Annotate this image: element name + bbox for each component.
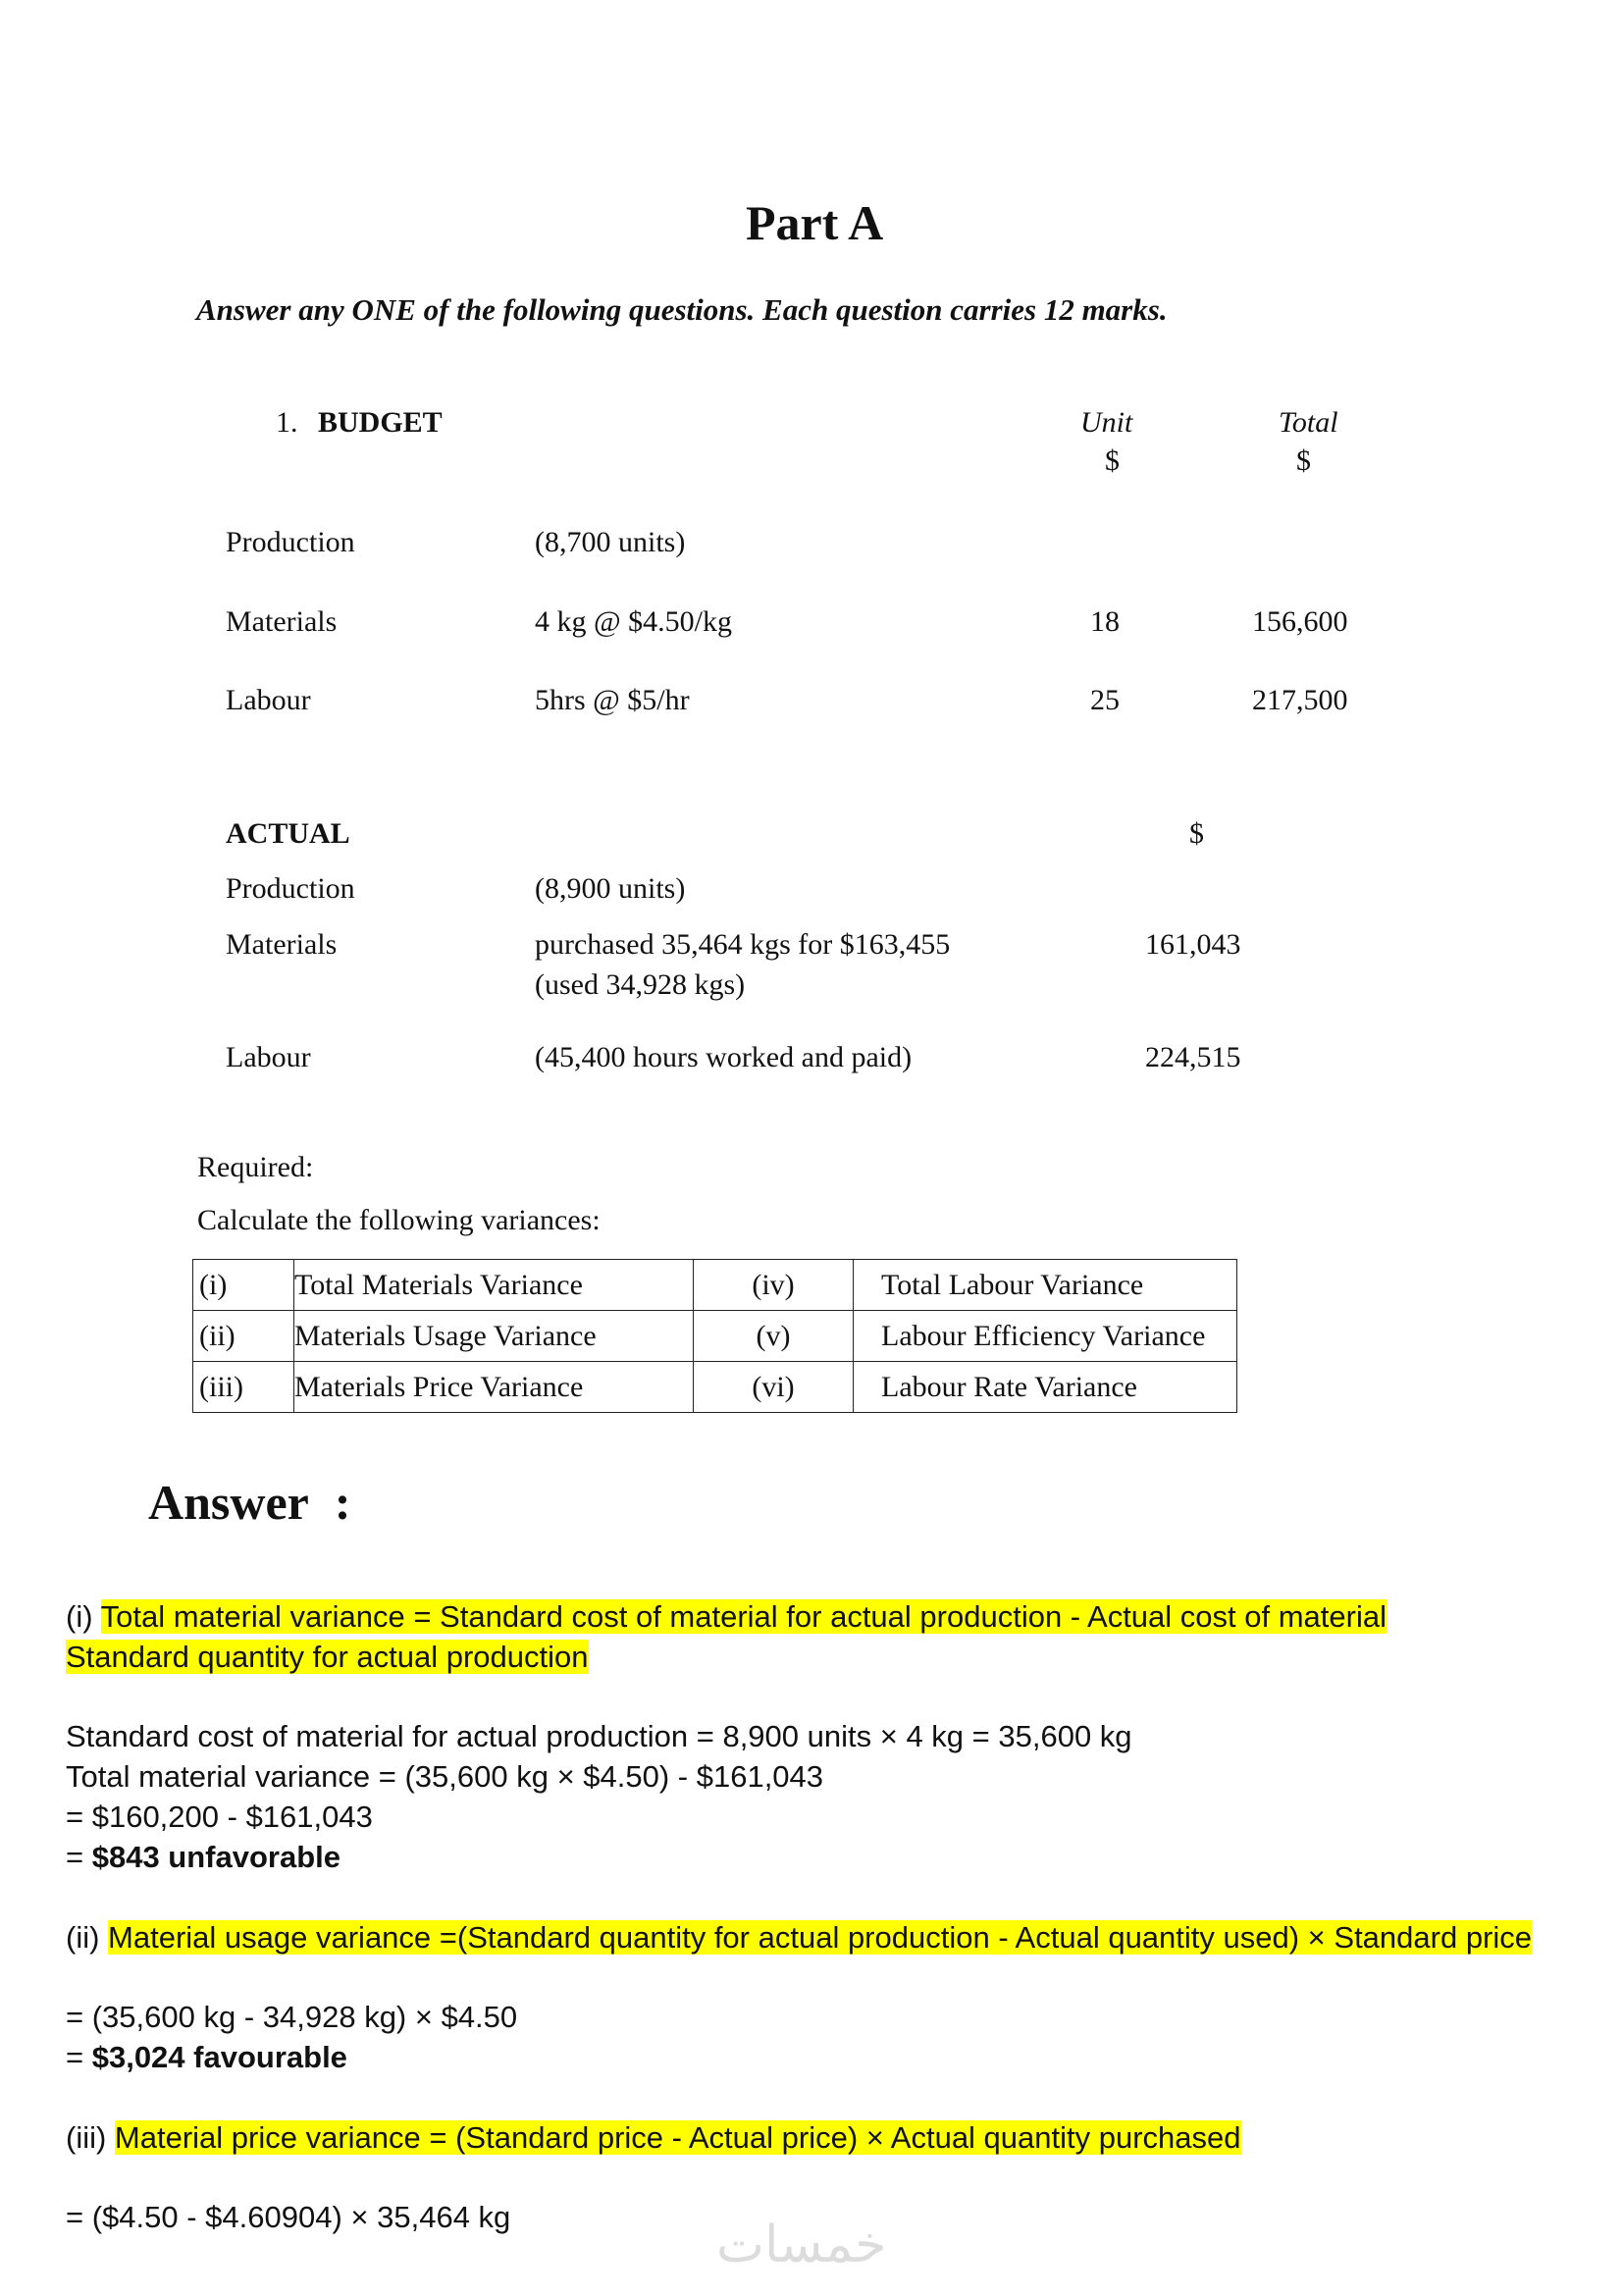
- part-iii-prefix: (iii): [66, 2120, 115, 2155]
- actual-materials-detail-1: purchased 35,464 kgs for $163,455: [535, 928, 951, 961]
- actual-currency: $: [1189, 817, 1204, 850]
- variance-number: (iii): [193, 1362, 294, 1413]
- part-i-formula-line1: [66, 1599, 1387, 1635]
- page-title: Part A: [746, 195, 884, 250]
- budget-labour-label: Labour: [226, 684, 311, 716]
- part-ii-formula: [66, 1920, 1532, 1956]
- variance-number: (iv): [694, 1260, 854, 1311]
- required-label: Required:: [197, 1151, 314, 1183]
- variance-number: (vi): [694, 1362, 854, 1413]
- unit-header: Unit: [1080, 406, 1133, 439]
- budget-production-detail: (8,700 units): [535, 526, 686, 558]
- unit-currency: $: [1105, 444, 1120, 477]
- budget-labour-detail: 5hrs @ $5/hr: [535, 684, 690, 716]
- actual-labour-label: Labour: [226, 1041, 311, 1073]
- budget-labour-unit: 25: [1090, 684, 1120, 716]
- part-i-line3: = $160,200 - $161,043: [66, 1800, 373, 1834]
- variance-label: Materials Usage Variance: [294, 1311, 694, 1362]
- question-number: 1.: [276, 406, 298, 439]
- answer-colon: :: [334, 1475, 351, 1530]
- table-row: [193, 1362, 1237, 1413]
- budget-materials-unit: 18: [1090, 605, 1120, 638]
- part-i-result-prefix: =: [66, 1840, 92, 1874]
- actual-materials-detail-2: (used 34,928 kgs): [535, 968, 746, 1001]
- budget-production-label: Production: [226, 526, 355, 558]
- budget-materials-label: Materials: [226, 605, 338, 638]
- instructions: Answer any ONE of the following questions. Each question carries 12 marks.: [196, 292, 1168, 327]
- variance-number: (ii): [193, 1311, 294, 1362]
- table-row: [193, 1311, 1237, 1362]
- part-iii-line1: = ($4.50 - $4.60904) × 35,464 kg: [66, 2200, 511, 2234]
- part-ii-result-prefix: =: [66, 2040, 92, 2074]
- answer-heading-text: Answer: [148, 1475, 309, 1530]
- calculate-label: Calculate the following variances:: [197, 1204, 601, 1236]
- part-i-formula-line2: [66, 1640, 589, 1675]
- table-row: [193, 1260, 1237, 1311]
- variance-label: Labour Efficiency Variance: [854, 1311, 1237, 1362]
- variance-number: (v): [694, 1311, 854, 1362]
- total-currency: $: [1296, 444, 1311, 477]
- part-i-prefix: (i): [66, 1599, 101, 1634]
- variance-number: (i): [193, 1260, 294, 1311]
- part-iii-formula: [66, 2120, 1241, 2156]
- part-i-line2: Total material variance = (35,600 kg × $4.50) - $161,043: [66, 1759, 824, 1794]
- actual-labour-amount: 224,515: [1145, 1041, 1241, 1073]
- actual-heading: ACTUAL: [226, 817, 350, 850]
- variance-label: Total Materials Variance: [294, 1260, 694, 1311]
- budget-materials-total: 156,600: [1252, 605, 1348, 638]
- part-ii-prefix: (ii): [66, 1920, 109, 1955]
- actual-labour-detail: (45,400 hours worked and paid): [535, 1041, 913, 1073]
- answer-heading: [148, 1474, 351, 1531]
- part-i-result: [66, 1840, 340, 1875]
- budget-materials-detail: 4 kg @ $4.50/kg: [535, 605, 732, 638]
- part-i-line1: Standard cost of material for actual production = 8,900 units × 4 kg = 35,600 kg: [66, 1719, 1132, 1753]
- budget-labour-total: 217,500: [1252, 684, 1348, 716]
- part-ii-formula-highlight: Material usage variance =(Standard quantity for actual production - Actual quantity used) × Standard price: [108, 1920, 1533, 1955]
- part-ii-result-value: $3,024 favourable: [91, 2040, 347, 2074]
- actual-materials-amount: 161,043: [1145, 928, 1241, 961]
- actual-production-detail: (8,900 units): [535, 872, 686, 905]
- part-iii-formula-highlight: Material price variance = (Standard price - Actual price) × Actual quantity purchased: [114, 2120, 1241, 2155]
- variance-label: Total Labour Variance: [854, 1260, 1237, 1311]
- actual-materials-label: Materials: [226, 928, 338, 961]
- watermark-logo: خمسات: [716, 2216, 887, 2274]
- part-ii-result: [66, 2040, 347, 2075]
- part-i-result-value: $843 unfavorable: [91, 1840, 341, 1874]
- part-ii-line1: = (35,600 kg - 34,928 kg) × $4.50: [66, 2000, 518, 2034]
- variance-label: Materials Price Variance: [294, 1362, 694, 1413]
- total-header: Total: [1279, 406, 1338, 439]
- budget-heading: BUDGET: [318, 406, 443, 439]
- variance-label: Labour Rate Variance: [854, 1362, 1237, 1413]
- variances-table: [192, 1259, 1237, 1413]
- part-i-formula-highlight: Total material variance = Standard cost of material for actual production - Actual cost of material: [100, 1599, 1387, 1634]
- actual-production-label: Production: [226, 872, 355, 905]
- part-i-formula-highlight-2: Standard quantity for actual production: [66, 1640, 589, 1674]
